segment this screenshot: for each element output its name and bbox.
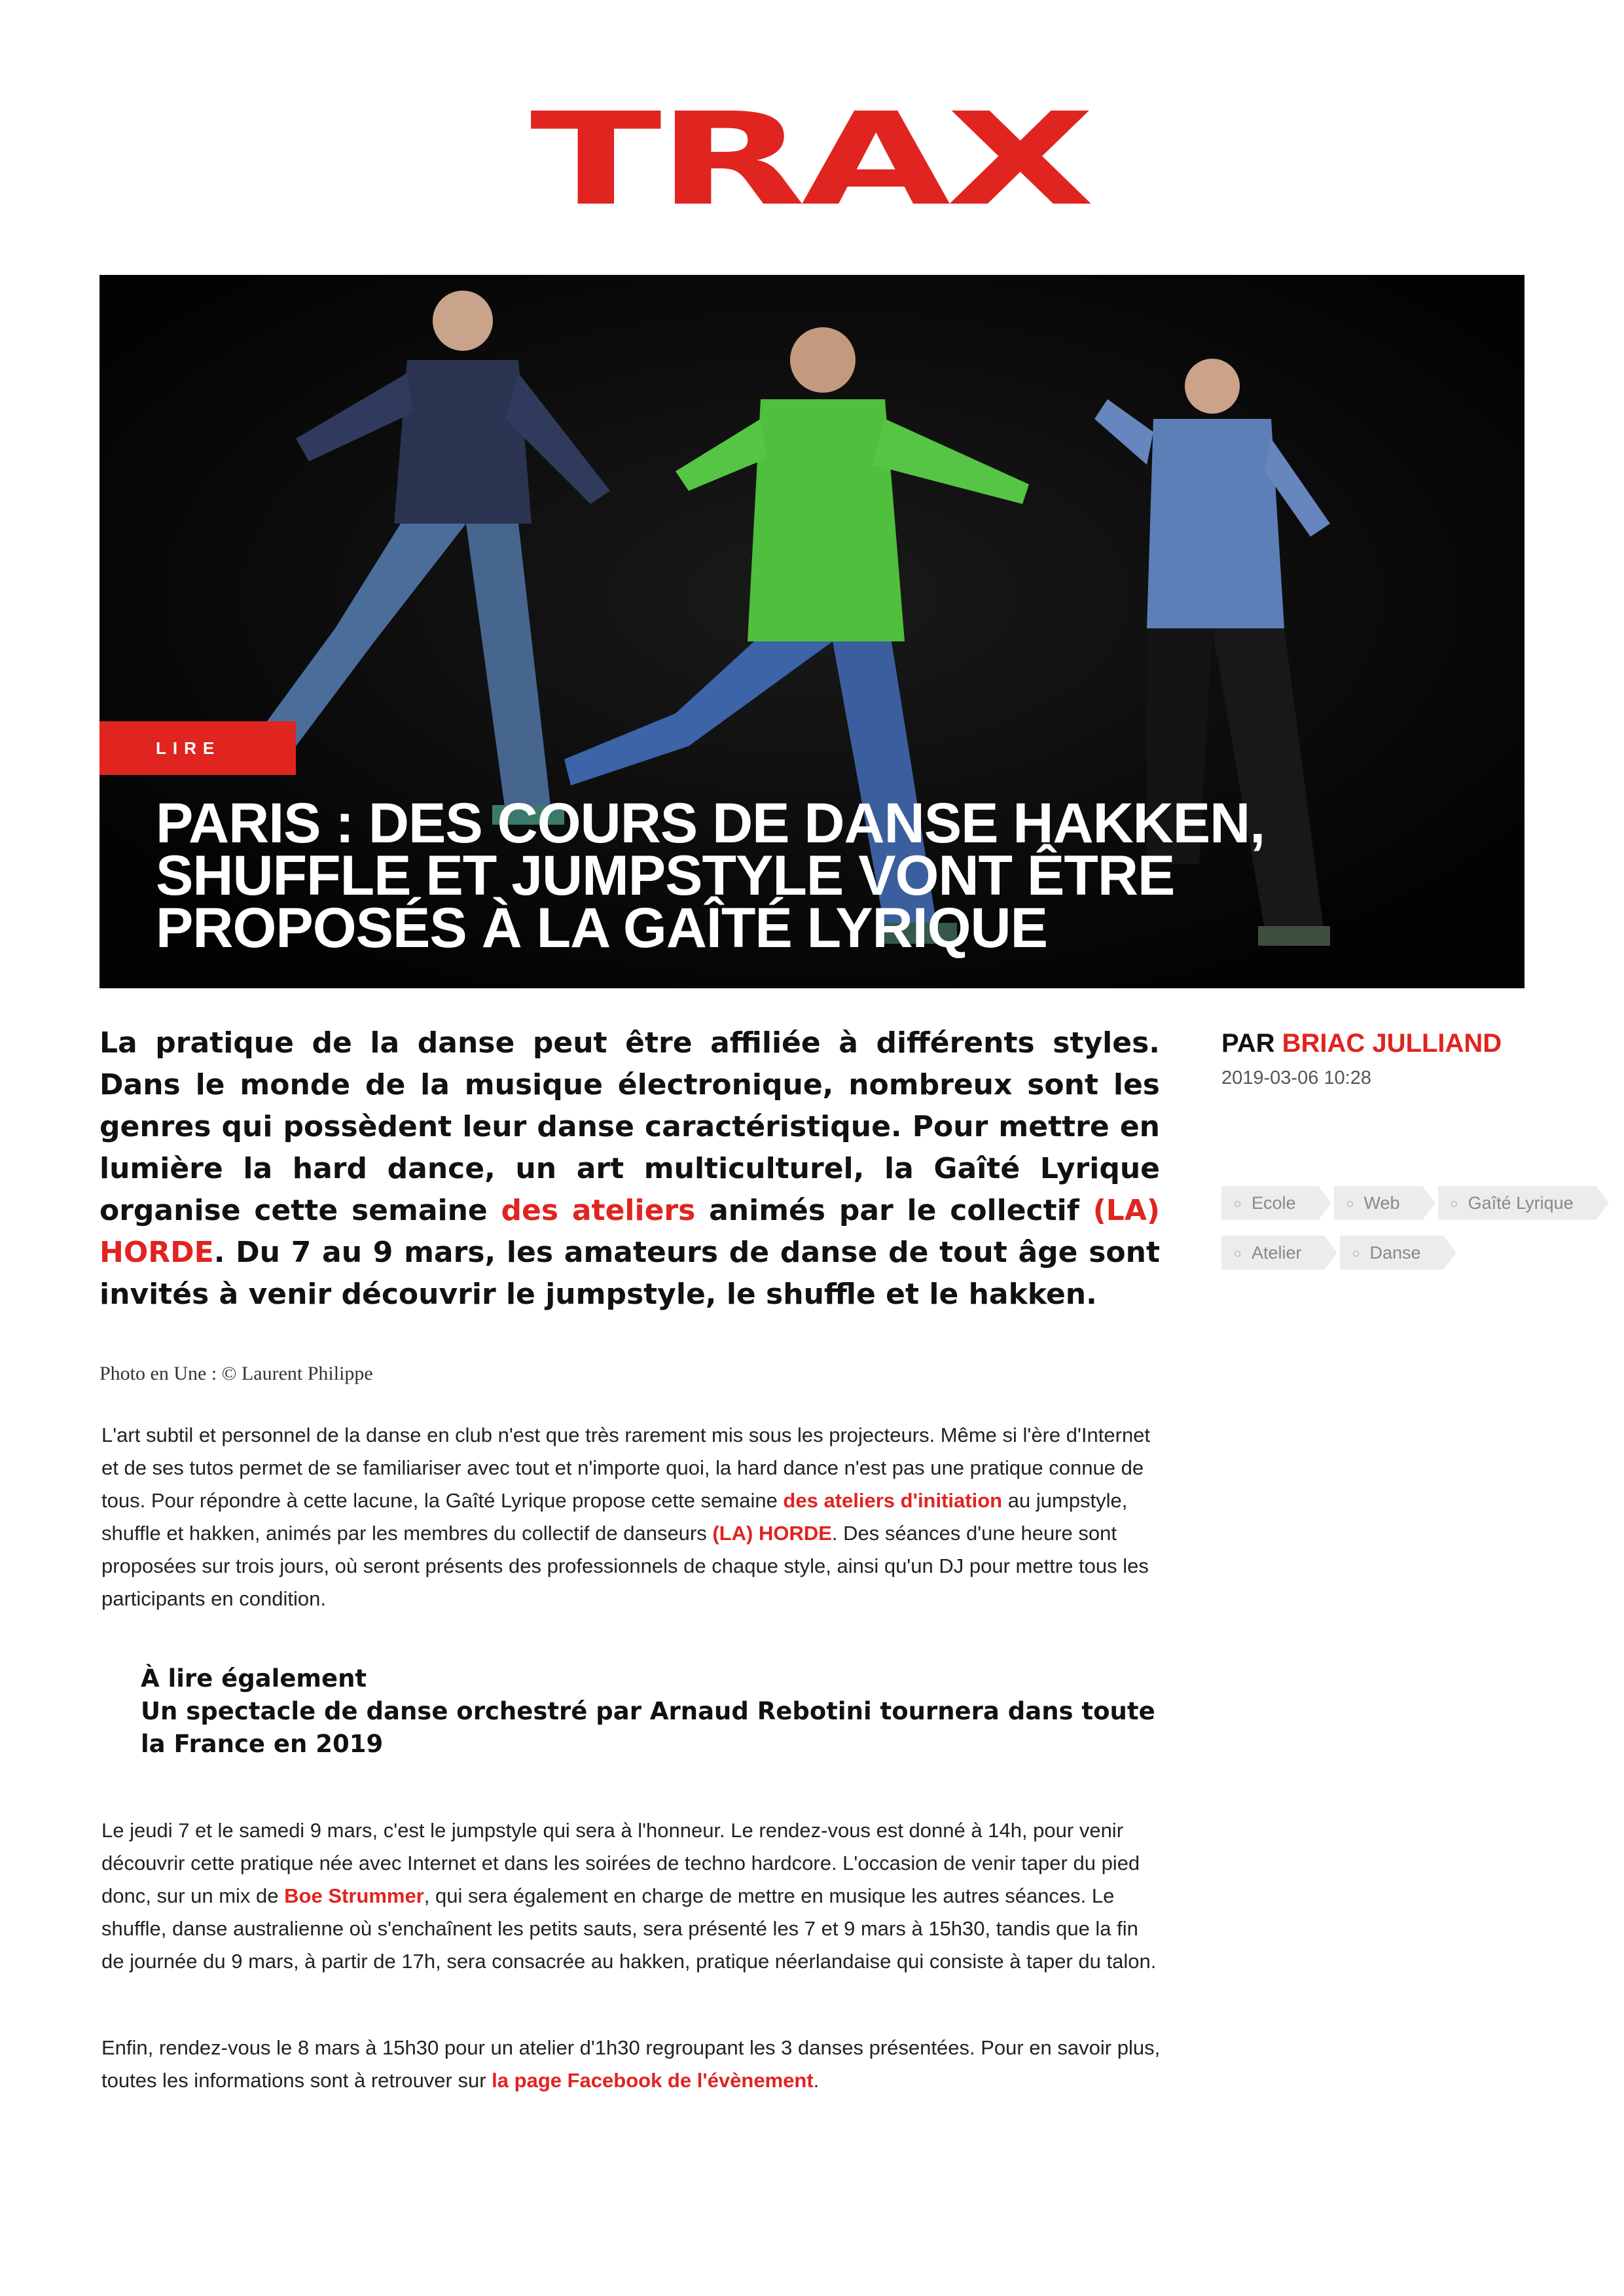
p2-link-boe-strummer[interactable]: Boe Strummer: [284, 1884, 424, 1907]
body-paragraph-2: [101, 1814, 1162, 1978]
p1-link-la-horde[interactable]: (LA) HORDE: [712, 1522, 832, 1545]
tag-web[interactable]: Web: [1334, 1186, 1422, 1220]
byline: [1221, 1029, 1588, 1089]
category-badge[interactable]: LIRE: [99, 721, 296, 775]
related-article: [141, 1662, 1188, 1761]
tag-atelier[interactable]: Atelier: [1221, 1236, 1324, 1270]
related-link[interactable]: Un spectacle de danse orchestré par Arnaud Rebotini tournera dans toute la France en 2019: [141, 1697, 1155, 1758]
related-label: À lire également: [141, 1664, 367, 1693]
body-paragraph-1: [101, 1419, 1162, 1615]
lead-text-1: La pratique de la danse peut être affiliée à différents styles. Dans le monde de la musique électronique, nombreux sont les genres qui possèdent leur danse caractéristique. Pour mettre en lumière la hard dance, un art multiculturel, la Gaîté Lyrique organise cette semaine: [99, 1026, 1160, 1227]
p3-text-2: .: [813, 2069, 820, 2092]
p3-link-facebook[interactable]: la page Facebook de l'évènement: [492, 2069, 814, 2092]
author-link[interactable]: BRIAC JULLIAND: [1282, 1029, 1502, 1058]
article-title: PARIS : DES COURS DE DANSE HAKKEN, SHUFFLE ET JUMPSTYLE VONT ÊTRE PROPOSÉS À LA GAÎTÉ LYRIQUE: [156, 792, 1265, 960]
tag-list: [1221, 1186, 1614, 1270]
lead-link-ateliers[interactable]: des ateliers: [501, 1194, 696, 1227]
photo-credit: Photo en Une : © Laurent Philippe: [99, 1363, 373, 1384]
body-paragraph-3: [101, 2032, 1162, 2097]
p3-text-1: Enfin, rendez-vous le 8 mars à 15h30 pour un atelier d'1h30 regroupant les 3 danses présentées. Pour en savoir plus, toutes les informations sont à retrouver sur: [101, 2036, 1161, 2092]
p1-link-ateliers[interactable]: des ateliers d'initiation: [783, 1489, 1003, 1512]
p2-text-1: Le jeudi 7 et le samedi 9 mars, c'est le jumpstyle qui sera à l'honneur. Le rendez-vous est donné à 14h, pour venir découvrir cette pratique née avec Internet et dans les soirées de techno hardcore. L'occasion de venir taper du pied donc, sur un mix de: [101, 1819, 1140, 1907]
p2-text-2: , qui sera également en charge de mettre en musique les autres séances. Le shuffle, danse australienne où s'enchaînent les petits sauts, sera présenté les 7 et 9 mars à 15h30, tandis que la fin de journée du 9 mars, à partir de 17h, sera consacrée au hakken, pratique néerlandaise qui consiste à taper du talon.: [101, 1884, 1157, 1973]
trax-logo[interactable]: [470, 85, 1151, 234]
author-line: [1221, 1029, 1588, 1058]
hero-image: [99, 275, 1525, 988]
lead-text-3: . Du 7 au 9 mars, les amateurs de danse de tout âge sont invités à venir découvrir le jumpstyle, le shuffle et le hakken.: [99, 1236, 1160, 1311]
p1-text-1: L'art subtil et personnel de la danse en club n'est que très rarement mis sous les projecteurs. Même si l'ère d'Internet et de ses tutos permet de se familiariser avec tout et n'importe quoi, la hard dance n'est pas une pratique connue de tous. Pour répondre à cette lacune, la Gaîté Lyrique propose cette semaine: [101, 1424, 1151, 1512]
logo-text: TRAX: [530, 85, 1091, 234]
lead-link-la-horde[interactable]: (LA) HORDE: [99, 1194, 1160, 1269]
author-prefix: PAR: [1221, 1029, 1275, 1058]
tag-danse[interactable]: Danse: [1340, 1236, 1443, 1270]
p1-text-2: au jumpstyle, shuffle et hakken, animés par les membres du collectif de danseurs: [101, 1489, 1128, 1545]
tag-ecole[interactable]: Ecole: [1221, 1186, 1318, 1220]
lead-text-2: animés par le collectif: [695, 1194, 1093, 1227]
article-lead: [99, 1022, 1160, 1316]
publish-date: 2019-03-06 10:28: [1221, 1067, 1371, 1088]
tag-gaite-lyrique[interactable]: Gaîté Lyrique: [1438, 1186, 1596, 1220]
p1-text-3: . Des séances d'une heure sont proposées sur trois jours, où seront présents des professionnels de chaque style, ainsi qu'un DJ pour mettre tous les participants en condition.: [101, 1522, 1149, 1610]
